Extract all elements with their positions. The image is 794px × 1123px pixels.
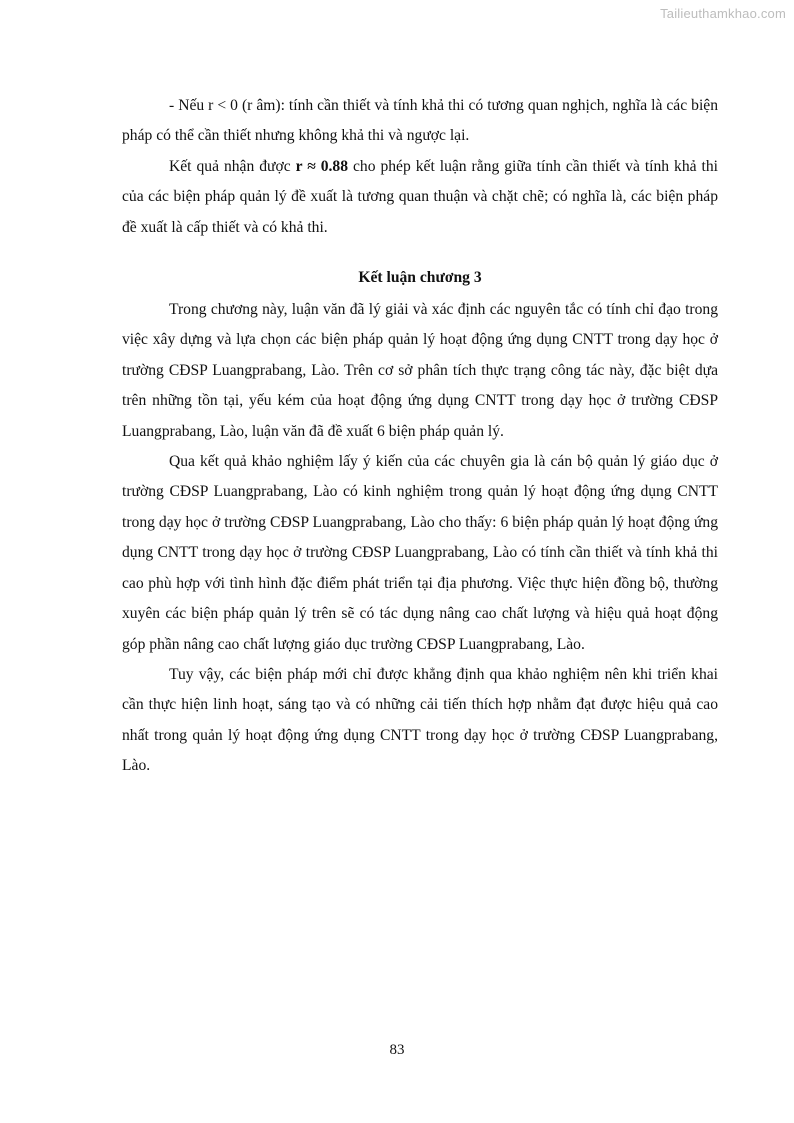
section-heading: Kết luận chương 3 <box>358 269 482 287</box>
conclusion-paragraph-1: Trong chương này, luận văn đã lý giải và xác định các nguyên tắc có tính chỉ đạo trong việc xây dựng và lựa chọn các biện pháp quản lý hoạt động ứng dụng CNTT trong dạy học ở trường CĐSP Luangprabang, Lào. Trên cơ sở phân tích thực trạng công tác này, đặc biệt dựa trên những tồn tại, yếu kém của hoạt động ứng dụng CNTT trong dạy học ở trường CĐSP Luangprabang, Lào, luận văn đã đề xuất 6 biện pháp quản lý. <box>122 301 718 440</box>
page-number: 83 <box>389 1042 405 1058</box>
correlation-value: r ≈ 0.88 <box>295 157 349 175</box>
document-body <box>122 91 718 782</box>
conclusion-paragraph-3: Tuy vậy, các biện pháp mới chỉ được khẳng định qua khảo nghiệm nên khi triển khai cần thực hiện linh hoạt, sáng tạo và có những cải tiến thích hợp nhằm đạt được hiệu quả cao nhất trong quản lý hoạt động ứng dụng CNTT trong dạy học ở trường CĐSP Luangprabang, Lào. <box>122 665 718 775</box>
result-text-before: Kết quả nhận được <box>169 157 296 175</box>
result-text-after: cho phép kết luận rằng giữa tính cần thiết và tính khả thi của các biện pháp quản lý đề xuất là tương quan thuận và chặt chẽ; có nghĩa là, các biện pháp đề xuất là cấp thiết và có khả thi. <box>122 157 718 236</box>
paragraph-negative-correlation: - Nếu r < 0 (r âm): tính cần thiết và tính khả thi có tương quan nghịch, nghĩa là các biện pháp có thể cần thiết nhưng không khả thi và ngược lại. <box>122 97 718 145</box>
watermark-text: Tailieuthamkhao.com <box>660 6 786 21</box>
conclusion-paragraph-2: Qua kết quả khảo nghiệm lấy ý kiến của các chuyên gia là cán bộ quản lý giáo dục ở trường CĐSP Luangprabang, Lào có kinh nghiệm trong quản lý hoạt động ứng dụng CNTT trong dạy học ở trường CĐSP Luangprabang, Lào cho thấy: 6 biện pháp quản lý hoạt động ứng dụng CNTT trong dạy học ở trường CĐSP Luangprabang, Lào có tính cần thiết và tính khả thi cao phù hợp với tình hình đặc điểm phát triển tại địa phương. Việc thực hiện đồng bộ, thường xuyên các biện pháp quản lý trên sẽ có tác dụng nâng cao chất lượng và hiệu quả hoạt động góp phần nâng cao chất lượng giáo dục trường CĐSP Luangprabang, Lào. <box>122 453 718 653</box>
paragraph-correlation-result <box>122 152 718 243</box>
